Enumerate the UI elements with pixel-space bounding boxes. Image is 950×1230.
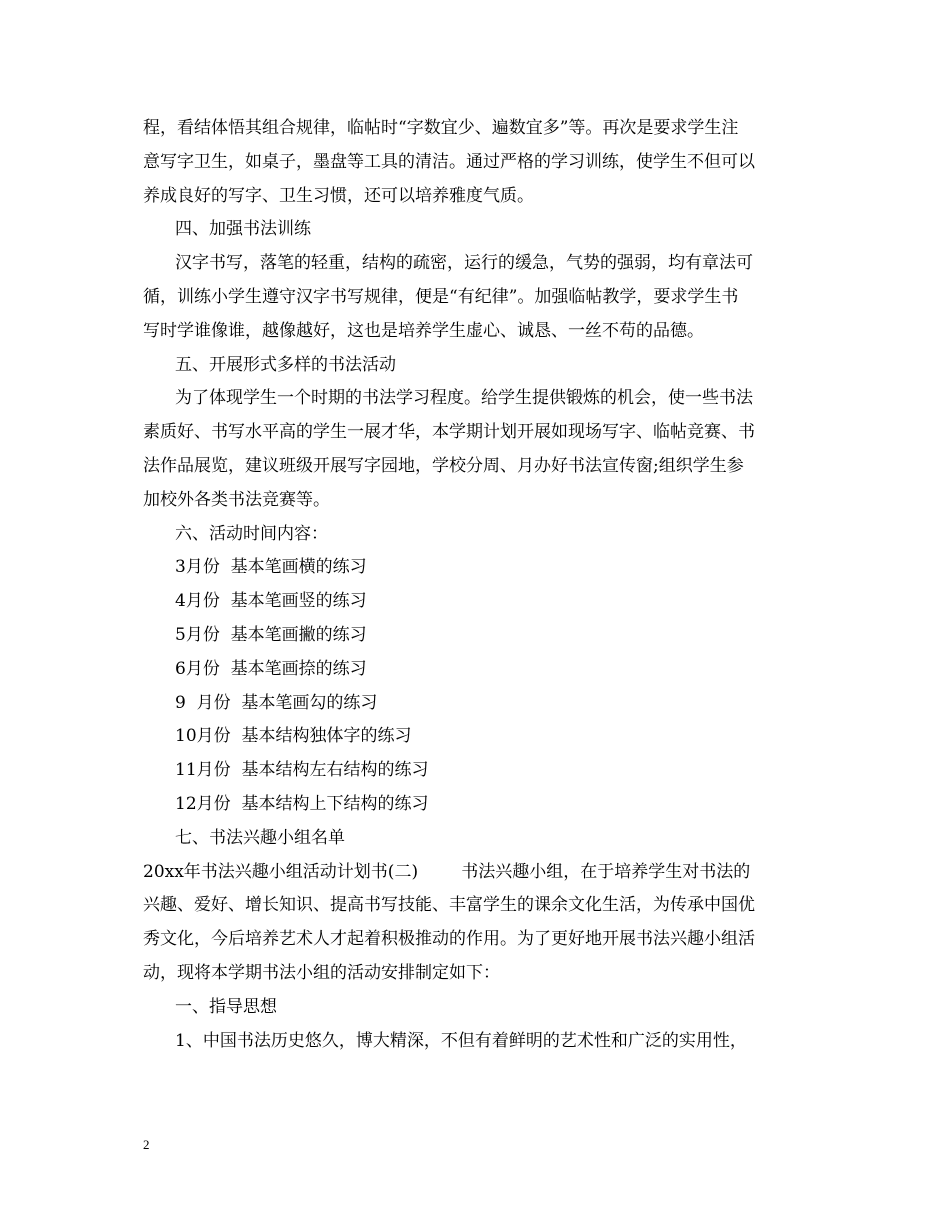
- paragraph-line: 动，现将本学期书法小组的活动安排制定如下：: [143, 962, 500, 983]
- page-number: 2: [143, 1137, 150, 1152]
- schedule-item: 4月份 基本笔画竖的练习: [175, 591, 367, 612]
- paragraph-line: 20xx年书法兴趣小组活动计划书(二) 书法兴趣小组，在于培养学生对书法的: [143, 861, 751, 882]
- paragraph-line: 养成良好的写字、卫生习惯，还可以培养雅度气质。: [143, 185, 534, 206]
- section-heading: 五、开展形式多样的书法活动: [175, 354, 396, 375]
- schedule-item: 6月份 基本笔画捺的练习: [175, 658, 367, 679]
- section-heading: 一、指导思想: [175, 996, 277, 1017]
- paragraph-line: 程，看结体悟其组合规律，临帖时“字数宜少、遍数宜多”等。再次是要求学生注: [143, 118, 739, 138]
- paragraph-line: 兴趣、爱好、增长知识、提高书写技能、丰富学生的课余文化生活，为传承中国优: [143, 895, 755, 916]
- section-heading: 四、加强书法训练: [175, 219, 311, 240]
- schedule-item: 9 月份 基本笔画勾的练习: [175, 692, 378, 713]
- paragraph-line: 为了体现学生一个时期的书法学习程度。给学生提供锻炼的机会，使一些书法: [175, 388, 753, 409]
- paragraph-line: 加校外各类书法竞赛等。: [143, 489, 330, 510]
- paragraph-line: 法作品展览，建议班级开展写字园地，学校分周、月办好书法宣传窗;组织学生参: [143, 455, 744, 476]
- schedule-item: 5月份 基本笔画撇的练习: [175, 624, 367, 645]
- paragraph-line: 秀文化，今后培养艺术人才起着积极推动的作用。为了更好地开展书法兴趣小组活: [143, 929, 755, 950]
- paragraph-line: 1、中国书法历史悠久，博大精深，不但有着鲜明的艺术性和广泛的实用性，: [175, 1030, 747, 1051]
- section-heading: 六、活动时间内容：: [175, 523, 328, 544]
- section-heading: 七、书法兴趣小组名单: [175, 827, 345, 848]
- paragraph-line: 素质好、书写水平高的学生一展才华，本学期计划开展如现场写字、临帖竞赛、书: [143, 422, 755, 443]
- paragraph-line: 循，训练小学生遵守汉字书写规律，便是“有纪律”。加强临帖教学，要求学生书: [143, 286, 739, 307]
- paragraph-line: 写时学谁像谁，越像越好，这也是培养学生虚心、诚恳、一丝不苟的品德。: [143, 320, 704, 341]
- body-text: [143, 112, 813, 1058]
- paragraph-line: 汉字书写，落笔的轻重，结构的疏密，运行的缓急，气势的强弱，均有章法可: [175, 253, 753, 274]
- schedule-item: 11月份 基本结构左右结构的练习: [175, 760, 429, 781]
- paragraph-line: 意写字卫生，如桌子，墨盘等工具的清洁。通过严格的学习训练，使学生不但可以: [143, 151, 755, 172]
- schedule-item: 10月份 基本结构独体字的练习: [175, 726, 412, 747]
- schedule-item: 12月份 基本结构上下结构的练习: [175, 793, 429, 814]
- schedule-item: 3月份 基本笔画横的练习: [175, 557, 367, 578]
